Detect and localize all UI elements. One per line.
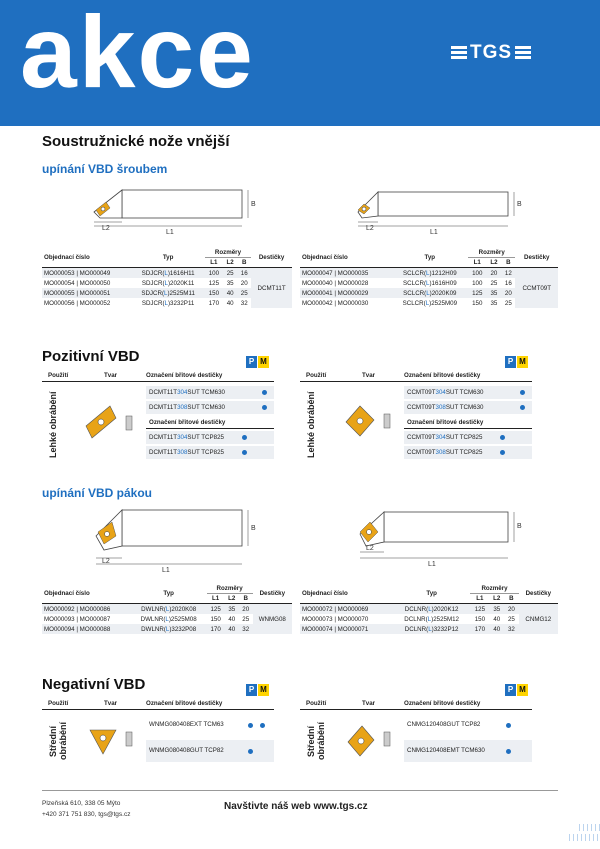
type-cell: DWLNR(L)2525M08 — [140, 615, 197, 623]
section-title-negative: Negativní VBD — [42, 676, 146, 693]
tool-drawing-sdjc — [82, 186, 272, 242]
insert-shape-cnmg — [334, 716, 400, 766]
col-insert: Destičky — [251, 248, 292, 268]
dim-l1-cell: 100 — [472, 279, 483, 287]
footer-contact[interactable]: +420 371 751 830, tgs@tgs.cz — [42, 811, 131, 818]
insert-row — [146, 446, 274, 459]
order-number-cell: MO000042 | MO000030 — [302, 299, 369, 307]
insert-radius: 304 — [435, 434, 446, 441]
type-hand: L — [164, 289, 168, 297]
dim-l2-cell: 25 — [490, 279, 498, 287]
order-number-cell: MO000053 | MO000049 — [42, 268, 131, 279]
col-l1: L1 — [468, 258, 487, 268]
insert-code-prefix: DCMT11T — [149, 404, 178, 411]
insert-code-prefix: CCMT09T — [407, 449, 436, 456]
table-row — [42, 604, 292, 615]
table-dwln — [42, 584, 292, 634]
type-prefix: SCLCR — [403, 289, 425, 297]
type-hand: L — [165, 615, 169, 623]
insert-shape-ccmt — [334, 396, 400, 446]
dim-l2-cell: 35 — [226, 279, 234, 287]
availability-dot — [500, 435, 505, 440]
insert-row: CNMG120408GUT TCP82 — [407, 721, 481, 728]
tool-drawing-dcln — [340, 506, 530, 574]
b-label: B — [517, 523, 522, 530]
corner-decoration — [566, 834, 600, 841]
insert-radius: 308 — [177, 404, 188, 411]
vbd-table-negative-left — [42, 700, 274, 770]
availability-dot — [242, 450, 247, 455]
dim-l1-cell: 100 — [205, 268, 223, 279]
vbd-table-negative-right — [300, 700, 532, 770]
type-hand: L — [164, 269, 168, 277]
col-type: Typ — [392, 248, 468, 268]
page-title: akce — [20, 0, 255, 109]
type-prefix: SDJCR — [141, 299, 163, 307]
type-cell: SCLCR(L)2020K09 — [392, 288, 468, 298]
type-prefix: SCLCR — [402, 299, 424, 307]
type-prefix: DCLNR — [404, 605, 427, 613]
type-cell: SCLCR(L)2525M09 — [402, 299, 458, 307]
corner-decoration — [576, 824, 600, 831]
type-cell: SDJCR(L)2020K11 — [141, 279, 195, 287]
type-prefix: DWLNR — [140, 615, 164, 623]
dim-l2-cell: 20 — [487, 268, 502, 279]
p-badge: P — [246, 356, 257, 368]
col-type: Typ — [393, 584, 471, 604]
availability-dot — [248, 749, 253, 754]
col-l1: L1 — [470, 594, 489, 604]
pm-badge — [505, 356, 528, 368]
tool-drawing-dwln — [82, 506, 272, 574]
type-prefix: DWLNR — [141, 625, 164, 633]
type-prefix: DWLNR — [141, 605, 164, 613]
order-number-cell: MO000074 | MO000071 — [300, 624, 393, 634]
pm-badge — [505, 684, 528, 696]
p-badge: P — [505, 356, 516, 368]
l1-label: L1 — [430, 229, 438, 236]
insert-code-prefix: DCMT11T — [149, 389, 178, 396]
type-hand: L — [164, 299, 168, 307]
table-body — [42, 268, 292, 309]
order-number-cell: MO000040 | MO000028 — [302, 279, 369, 287]
col-l2: L2 — [225, 594, 239, 604]
insert-code-prefix: CCMT09T — [407, 434, 436, 441]
insert-row — [146, 386, 274, 399]
type-hand: L — [426, 279, 430, 287]
col-dims: Rozměry — [468, 248, 516, 258]
pm-badge — [246, 684, 269, 696]
type-cell: SDJCR(L)1616H11 — [131, 268, 204, 279]
order-number-cell: MO000072 | MO000069 — [300, 604, 393, 615]
type-cell: DCLNR(L)3232P12 — [393, 624, 471, 634]
col-marking: Označení břitové destičky — [146, 700, 223, 707]
insert-radius: 308 — [177, 449, 188, 456]
section-subtitle-screw-clamping: upínání VBD šroubem — [42, 162, 168, 176]
marking-subheader: Označení břitové destičky — [146, 416, 274, 429]
col-use: Použití — [306, 700, 327, 707]
type-prefix: SDJCR — [141, 279, 163, 287]
m-badge: M — [258, 684, 269, 696]
dim-b-cell: 20 — [240, 279, 248, 287]
col-dims: Rozměry — [205, 248, 251, 258]
type-prefix: SDJCR — [141, 269, 163, 277]
tool-drawing-sclc — [340, 186, 530, 242]
section-title-external-tools: Soustružnické nože vnější — [42, 133, 230, 150]
col-marking: Označení břitové destičky — [146, 372, 223, 379]
dim-l2-cell: 35 — [487, 288, 502, 298]
type-hand: L — [427, 615, 432, 623]
dim-l2-cell: 40 — [225, 624, 239, 634]
dim-l1-cell: 125 — [207, 604, 225, 615]
col-shape: Tvar — [104, 372, 118, 379]
dim-l1-cell: 125 — [470, 604, 489, 615]
dim-b-cell: 25 — [504, 299, 512, 307]
dim-l2-cell: 40 — [489, 624, 504, 634]
type-hand: L — [426, 289, 430, 297]
dim-l2-cell: 35 — [225, 604, 239, 615]
type-hand: L — [428, 625, 432, 633]
dim-l1-cell: 150 — [210, 615, 221, 623]
type-hand: L — [165, 605, 170, 613]
col-l2: L2 — [487, 258, 502, 268]
table-sclc — [300, 248, 558, 308]
insert-code-suffix: SUT TCM630 — [445, 389, 484, 396]
type-cell: SDJCR(L)2525M11 — [131, 288, 204, 298]
footer-visit-link[interactable]: Navštivte náš web www.tgs.cz — [224, 801, 368, 812]
order-number-cell: MO000056 | MO000052 — [44, 299, 111, 307]
insert-radius: 304 — [177, 434, 188, 441]
section-subtitle-lever-clamping: upínání VBD pákou — [42, 486, 153, 500]
type-prefix: SCLCR — [402, 279, 424, 287]
dim-b-cell: 16 — [237, 268, 251, 279]
availability-dot — [248, 723, 253, 728]
availability-dot — [260, 723, 265, 728]
insert-row — [404, 446, 532, 459]
insert-radius: 308 — [435, 449, 446, 456]
marking-subheader: Označení břitové destičky — [404, 416, 532, 429]
l1-label: L1 — [428, 561, 436, 568]
type-hand: L — [426, 269, 430, 277]
availability-dot — [520, 390, 525, 395]
dim-l1-cell: 170 — [208, 299, 220, 307]
insert-row — [146, 431, 274, 444]
insert-shape-dcmt — [76, 396, 142, 446]
dim-l2-cell: 25 — [223, 268, 237, 279]
use-label: Lehké obrábění — [48, 391, 58, 459]
col-order: Objednací číslo — [300, 248, 392, 268]
dim-b-cell: 12 — [501, 268, 515, 279]
insert-code-suffix: SUT TCM630 — [187, 404, 226, 411]
use-label: Střední obrábění — [48, 722, 68, 761]
insert-radius: 308 — [435, 404, 446, 411]
order-number-cell: MO000041 | MO000029 — [300, 288, 392, 298]
insert-code-suffix: SUT TCP825 — [187, 449, 224, 456]
insert-radius: 304 — [177, 389, 188, 396]
col-l2: L2 — [489, 594, 504, 604]
order-number-cell: MO000047 | MO000035 — [300, 268, 392, 279]
dim-l2-cell: 35 — [490, 299, 498, 307]
dim-l2-cell: 40 — [226, 299, 234, 307]
col-dims: Rozměry — [470, 584, 518, 594]
b-label: B — [251, 525, 256, 532]
dim-b-cell: 20 — [504, 604, 518, 615]
col-shape: Tvar — [104, 700, 118, 707]
header-banner — [0, 0, 600, 126]
table-body — [300, 604, 558, 635]
insert-row: CNMG120408EMT TCM630 — [404, 740, 532, 762]
col-order: Objednací číslo — [42, 584, 131, 604]
type-cell: SDJCR(L)3232P11 — [141, 299, 195, 307]
dim-b-cell: 25 — [237, 288, 251, 298]
dim-l1-cell: 150 — [205, 288, 223, 298]
tgs-logo — [448, 42, 534, 64]
pm-badge — [246, 356, 269, 368]
l2-label: L2 — [102, 225, 110, 232]
col-insert: Destičky — [515, 248, 558, 268]
vbd-table-positive-right — [300, 372, 532, 462]
type-hand: L — [428, 605, 432, 613]
availability-dot — [520, 405, 525, 410]
type-prefix: SCLCR — [402, 269, 424, 277]
dim-l2-cell: 40 — [493, 615, 501, 623]
insert-row — [404, 431, 532, 444]
dim-l1-cell: 150 — [474, 615, 486, 623]
order-number-cell: MO000054 | MO000050 — [44, 279, 111, 287]
col-use: Použití — [48, 372, 69, 379]
use-label: Lehké obrábění — [306, 391, 316, 459]
dim-l1-cell: 100 — [468, 268, 487, 279]
col-shape: Tvar — [362, 700, 376, 707]
dim-l1-cell: 125 — [208, 279, 220, 287]
type-suffix: 1212H09 — [431, 269, 457, 277]
insert-row: WNMG080408GUT TCP82 — [146, 740, 274, 762]
insert-cell: CNMG12 — [519, 604, 558, 635]
insert-row — [404, 401, 532, 414]
type-suffix: 3232P11 — [170, 299, 195, 307]
b-label: B — [251, 201, 256, 208]
col-marking: Označení břitové destičky — [404, 700, 481, 707]
p-badge: P — [246, 684, 257, 696]
col-insert: Destičky — [253, 584, 292, 604]
dim-b-cell: 32 — [240, 299, 248, 307]
col-type: Typ — [131, 248, 204, 268]
type-hand: L — [164, 279, 168, 287]
col-order: Objednací číslo — [42, 248, 131, 268]
col-insert: Destičky — [519, 584, 558, 604]
table-row — [300, 604, 558, 615]
col-l1: L1 — [207, 594, 225, 604]
insert-code-prefix: DCMT11T — [149, 434, 178, 441]
l1-label: L1 — [162, 567, 170, 574]
type-suffix: 2525M11 — [169, 289, 195, 297]
logo-text: TGS — [470, 42, 513, 63]
table-row — [300, 268, 558, 279]
availability-dot — [262, 405, 267, 410]
dim-b-cell: 25 — [507, 615, 515, 623]
table-dcln — [300, 584, 558, 634]
type-cell: DWLNR(L)2020K08 — [131, 604, 207, 615]
col-b: B — [239, 594, 253, 604]
order-number-cell: MO000073 | MO000070 — [302, 615, 369, 623]
dim-l1-cell: 170 — [207, 624, 225, 634]
table-row — [42, 268, 292, 279]
l2-label: L2 — [366, 545, 374, 552]
dim-l1-cell: 125 — [468, 288, 487, 298]
col-type: Typ — [131, 584, 207, 604]
type-hand: L — [165, 625, 170, 633]
type-suffix: 2020K08 — [171, 605, 197, 613]
type-cell: DCLNR(L)2020K12 — [393, 604, 471, 615]
dim-l1-cell: 170 — [470, 624, 489, 634]
insert-cell: DCMT11T — [251, 268, 292, 309]
dim-b-cell: 32 — [504, 624, 518, 634]
m-badge: M — [517, 684, 528, 696]
order-number-cell: MO000092 | MO000086 — [42, 604, 131, 615]
insert-code-suffix: SUT TCM630 — [187, 389, 226, 396]
insert-code-suffix: SUT TCP825 — [445, 449, 483, 456]
dim-b-cell: 20 — [239, 604, 253, 615]
type-cell: DCLNR(L)2525M12 — [404, 615, 459, 623]
availability-dot — [500, 450, 505, 455]
type-suffix: 2525M09 — [431, 299, 458, 307]
col-use: Použití — [48, 700, 69, 707]
availability-dot — [242, 435, 247, 440]
dim-l2-cell: 40 — [228, 615, 236, 623]
insert-code-prefix: CCMT09T — [407, 389, 436, 396]
footer-divider — [42, 790, 558, 791]
l1-label: L1 — [166, 229, 174, 236]
col-b: B — [504, 594, 518, 604]
dim-b-cell: 20 — [501, 288, 515, 298]
table-sdjc — [42, 248, 292, 308]
insert-cell: WNMG08 — [253, 604, 292, 635]
type-suffix: 2525M12 — [433, 615, 459, 623]
order-number-cell: MO000055 | MO000051 — [42, 288, 131, 298]
type-cell: DWLNR(L)3232P08 — [131, 624, 207, 634]
availability-dot — [506, 749, 511, 754]
insert-code-suffix: SUT TCP825 — [445, 434, 483, 441]
insert-shape-wnmg — [76, 716, 142, 766]
col-l1: L1 — [205, 258, 223, 268]
l2-label: L2 — [102, 558, 110, 565]
availability-dot — [506, 723, 511, 728]
type-suffix: 2020K12 — [433, 605, 459, 613]
dim-l1-cell: 150 — [472, 299, 483, 307]
vbd-table-positive-left — [42, 372, 274, 462]
type-suffix: 3232P08 — [171, 625, 197, 633]
type-suffix: 1616H09 — [431, 279, 457, 287]
insert-code-prefix: DCMT11T — [149, 449, 178, 456]
col-dims: Rozměry — [207, 584, 253, 594]
p-badge: P — [505, 684, 516, 696]
insert-row — [404, 386, 532, 399]
m-badge: M — [258, 356, 269, 368]
footer-address: Plzeňská 610, 338 05 Mýto — [42, 800, 121, 807]
type-cell: SCLCR(L)1212H09 — [392, 268, 468, 279]
col-l2: L2 — [223, 258, 237, 268]
col-use: Použití — [306, 372, 327, 379]
type-suffix: 2020K11 — [170, 279, 195, 287]
m-badge: M — [517, 356, 528, 368]
order-number-cell: MO000093 | MO000087 — [44, 615, 111, 623]
type-suffix: 2525M08 — [170, 615, 197, 623]
dim-l2-cell: 40 — [223, 288, 237, 298]
type-cell: SCLCR(L)1616H09 — [402, 279, 457, 287]
table-body — [300, 268, 558, 309]
order-number-cell: MO000094 | MO000088 — [42, 624, 131, 634]
type-prefix: SDJCR — [141, 289, 162, 297]
insert-row: WNMG080408EXT TCM63 — [149, 721, 224, 728]
availability-dot — [262, 390, 267, 395]
col-order: Objednací číslo — [300, 584, 393, 604]
col-b: B — [237, 258, 251, 268]
col-marking: Označení břitové destičky — [404, 372, 481, 379]
l2-label: L2 — [366, 225, 374, 232]
dim-b-cell: 16 — [504, 279, 512, 287]
dim-l2-cell: 35 — [489, 604, 504, 615]
insert-code-suffix: SUT TCP825 — [187, 434, 224, 441]
type-prefix: DCLNR — [404, 625, 427, 633]
col-shape: Tvar — [362, 372, 376, 379]
insert-code-suffix: SUT TCM630 — [445, 404, 484, 411]
col-b: B — [501, 258, 515, 268]
type-suffix: 3232P12 — [433, 625, 459, 633]
section-title-positive: Pozitivní VBD — [42, 348, 140, 365]
insert-cell: CCMT09T — [515, 268, 558, 309]
dim-b-cell: 32 — [239, 624, 253, 634]
use-label: Střední obrábění — [306, 722, 326, 761]
b-label: B — [517, 201, 522, 208]
insert-radius: 304 — [435, 389, 446, 396]
type-suffix: 1616H11 — [169, 269, 195, 277]
type-hand: L — [425, 299, 430, 307]
table-body — [42, 604, 292, 635]
dim-b-cell: 25 — [242, 615, 250, 623]
insert-row — [146, 401, 274, 414]
type-prefix: DCLNR — [404, 615, 426, 623]
type-suffix: 2020K09 — [431, 289, 457, 297]
insert-code-prefix: CCMT09T — [407, 404, 436, 411]
